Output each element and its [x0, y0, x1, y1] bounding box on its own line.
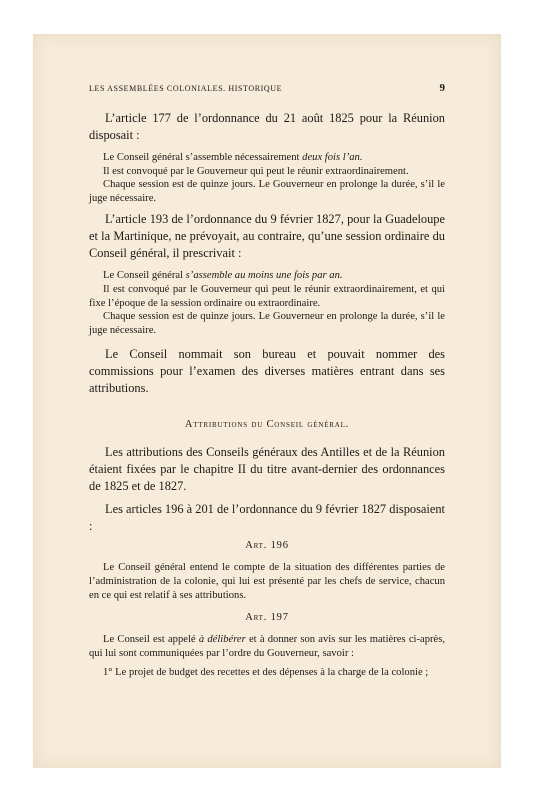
- quote-line: Le Conseil général s’assemble au moins une fois par an.: [103, 270, 343, 282]
- quote-antilles: [89, 269, 445, 337]
- article-196-heading: Art. 196: [245, 540, 289, 552]
- quote-line: Il est convoqué par le Gouverneur qui peut le réunir extraordinairement, et qui fixe l’époque de la session ordinaire ou extraordinaire.: [89, 283, 445, 309]
- article-197-text: Le Conseil est appelé à délibérer et à donner son avis sur les matières ci-après, qui lui sont communiquées par l’ordre du Gouverneur, savoir :: [89, 634, 445, 659]
- paragraph-articles-196-201: Les articles 196 à 201 de l’ordonnance du 9 février 1827 disposaient :: [89, 502, 445, 534]
- paragraph-bureau: Le Conseil nommait son bureau et pouvait nommer des commissions pour l’examen des diverses matières entrant dans ses attributions.: [89, 347, 445, 396]
- quote-line: Le Conseil général s’assemble nécessairement deux fois l’an.: [103, 152, 363, 163]
- article-197-item-1: 1° Le projet de budget des recettes et des dépenses à la charge de la colonie ;: [103, 667, 429, 679]
- quote-line: Il est convoqué par le Gouverneur qui peut le réunir extraordinairement.: [103, 165, 409, 177]
- page-number: 9: [439, 82, 445, 94]
- paragraph-article-177: L’article 177 de l’ordonnance du 21 août 1825 pour la Réunion disposait :: [89, 111, 445, 142]
- article-196-text: Le Conseil général entend le compte de la situation des différentes parties de l’administration de la colonie, qui lui est présenté par les chefs de service, chacun en ce qui est relatif à ses attributions.: [89, 562, 445, 601]
- quote-line: Chaque session est de quinze jours. Le Gouverneur en prolonge la durée, s’il le juge nécessaire.: [89, 179, 445, 204]
- quote-emphasis: deux fois l’an.: [302, 152, 363, 163]
- book-page: [33, 34, 501, 768]
- section-heading: Attributions du Conseil général.: [184, 419, 350, 431]
- quote-reunion: [89, 151, 445, 205]
- article-197-heading: Art. 197: [245, 612, 289, 624]
- paragraph-article-193: L’article 193 de l’ordonnance du 9 février 1827, pour la Guadeloupe et la Martinique, ne prévoyait, au contraire, qu’une session ordinaire du Conseil général, il prescrivait :: [89, 212, 445, 261]
- paragraph-attributions: Les attributions des Conseils généraux des Antilles et de la Réunion étaient fixées par le chapitre II du titre avant-dernier des ordonnances de 1825 et de 1827.: [89, 445, 445, 494]
- quote-emphasis: à délibérer: [198, 634, 246, 646]
- running-title: LES ASSEMBLÉES COLONIALES. HISTORIQUE: [89, 84, 283, 93]
- page-content: [89, 82, 445, 680]
- running-header: [89, 82, 445, 94]
- quote-line: Chaque session est de quinze jours. Le Gouverneur en prolonge la durée, s’il le juge nécessaire.: [89, 311, 445, 336]
- quote-emphasis: s’assemble au moins une fois par an.: [185, 270, 343, 282]
